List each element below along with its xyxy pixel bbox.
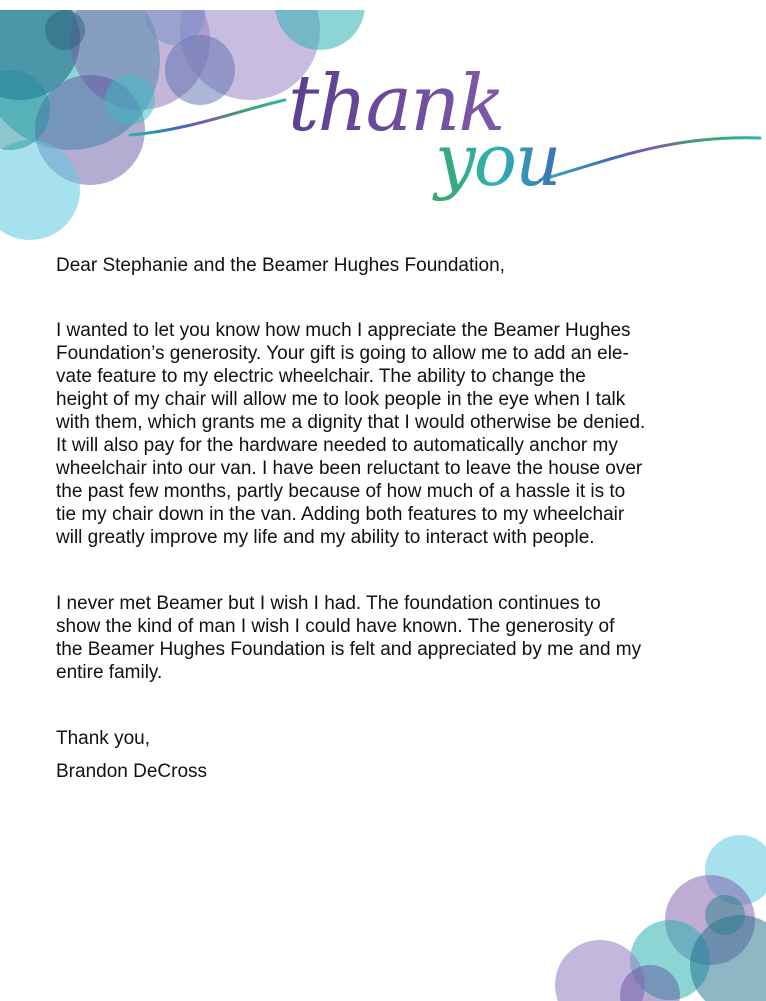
top-margin xyxy=(0,0,766,10)
thank-you-script-heading xyxy=(110,40,766,250)
bottom-bubbles-decoration xyxy=(540,820,766,1001)
paragraph-2: I never met Beamer but I wish I had. The foundation continues to show the kind of man I wish I could have known. The generosity of the Beamer Hughes Foundation is felt and appreciated by me and my entire family. xyxy=(56,593,642,683)
salutation: Dear Stephanie and the Beamer Hughes Foundation, xyxy=(56,255,505,276)
you-word: you xyxy=(435,118,560,202)
closing: Thank you, xyxy=(56,728,150,749)
thank-word: thank xyxy=(288,59,504,149)
swoosh-line-right xyxy=(540,138,760,180)
signature: Brandon DeCross xyxy=(56,761,208,782)
bubble xyxy=(705,895,745,935)
paragraph-1: I wanted to let you know how much I appreciate the Beamer Hughes Foundation’s generosity. Your gift is going to allow me to add an ele- vate feature to my electric wheelchair. The ability to change the height of my chair will allow me to look people in the eye when I talk with them, which grants me a dignity that I would otherwise be denied. It will also pay for the hardware needed to automatically anchor my wheelchair into our van. I have been reluctant to leave the house over the past few months, partly because of how much of a hassle it is to tie my chair down in the van. Adding both features to my wheelchair will greatly improve my life and my ability to interact with people. xyxy=(56,320,646,548)
swoosh-line-left xyxy=(130,100,285,135)
letter-body xyxy=(56,254,696,783)
bubble xyxy=(45,10,85,50)
